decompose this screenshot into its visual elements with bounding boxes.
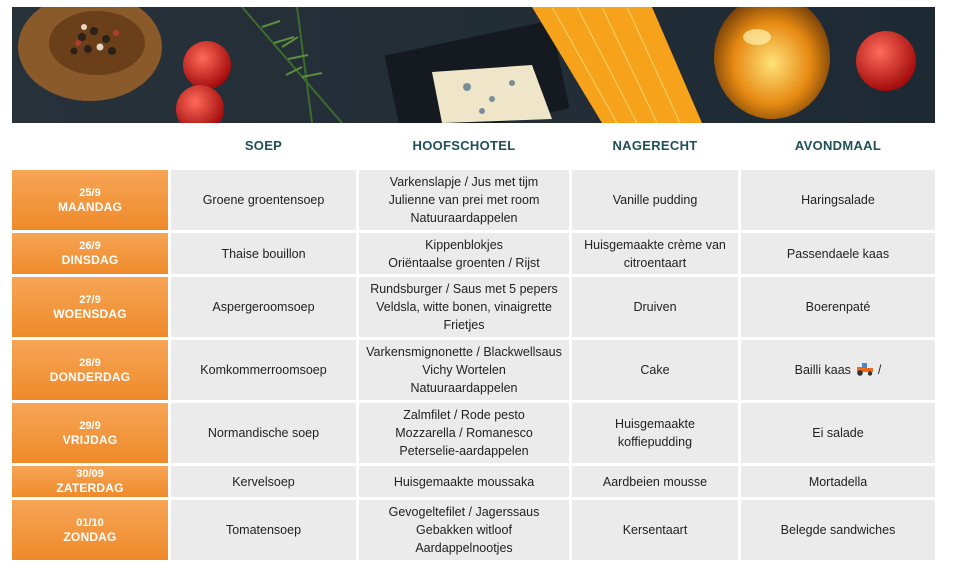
day-date: 28/9 [79,356,101,369]
cell-hoofdschotel [359,340,569,400]
day-name: WOENSDAG [53,306,127,321]
day-label [12,233,168,274]
cell-hoofdschotel [359,403,569,463]
hoofd-line: Natuuraardappelen [410,211,518,225]
nager-line: citroentaart [623,255,687,270]
soep-text: Normandische soep [207,426,320,440]
day-name: VRIJDAG [62,432,118,447]
cell-avondmaal [741,403,935,463]
nager-line: Cake [640,363,670,377]
nager-line: Vanille pudding [612,193,698,207]
cell-avondmaal [741,466,935,497]
header-soep: SOEP [244,138,283,153]
cell-avondmaal [741,170,935,230]
avond-suffix: / [877,363,882,377]
day-date: 27/9 [79,293,101,306]
nager-line: Kersentaart [622,523,688,537]
cell-soep [171,466,356,497]
hoofd-line: Natuuraardappelen [410,381,518,395]
table-row [12,403,935,463]
table-row [12,233,935,274]
cell-hoofdschotel [359,233,569,274]
avond-text: Mortadella [808,474,868,489]
cell-nagerecht [572,500,738,560]
day-date: 25/9 [79,186,101,199]
table-row [12,277,935,337]
hoofd-line: Gebakken witloof [416,523,512,537]
day-name: DONDERDAG [49,369,131,384]
table-row [12,170,935,230]
nager-line: koffiepudding [617,435,693,449]
day-date: 29/9 [79,419,101,432]
soep-text: Tomatensoep [225,523,302,537]
table-row [12,340,935,400]
day-label [12,340,168,400]
banner-image [12,7,935,123]
hoofd-line: Peterselie-aardappelen [399,444,529,458]
table-row [12,500,935,560]
hoofd-line: Frietjes [443,318,485,332]
day-name: DINSDAG [61,253,119,267]
hoofd-line: Rundsburger / Saus met 5 pepers [370,282,558,296]
hoofd-line: Oriëntaalse groenten / Rijst [388,255,540,270]
day-date: 26/9 [79,240,101,252]
hoofd-line: Gevogeltefilet / Jagerssaus [388,505,540,519]
day-label [12,466,168,497]
cell-avondmaal [741,277,935,337]
avond-text: Passendaele kaas [786,246,890,261]
avond-line [795,361,882,379]
hoofd-line: Kippenblokjes [425,237,503,252]
cell-hoofdschotel [359,170,569,230]
day-name: MAANDAG [57,199,123,214]
header-avondmaal: AVONDMAAL [794,138,882,153]
day-date: 01/10 [76,516,104,529]
day-name: ZATERDAG [56,481,124,495]
hoofd-line: Mozzarella / Romanesco [395,426,533,440]
hoofd-line: Huisgemaakte moussaka [393,474,535,489]
cell-soep [171,277,356,337]
day-date: 30/09 [76,468,104,480]
cell-soep [171,170,356,230]
cell-soep [171,340,356,400]
cell-soep [171,403,356,463]
hoofd-line: Aardappelnootjes [415,541,513,555]
header-nagerecht: NAGERECHT [612,138,698,153]
cell-hoofdschotel [359,500,569,560]
soep-text: Aspergeroomsoep [212,300,315,314]
soep-text: Komkommerroomsoep [200,363,327,377]
cell-nagerecht [572,233,738,274]
cell-soep [171,500,356,560]
tractor-icon [856,363,874,376]
soep-text: Groene groentensoep [202,193,325,207]
cell-hoofdschotel [359,277,569,337]
soep-text: Thaise bouillon [221,246,306,261]
hoofd-line: Vichy Wortelen [422,363,506,377]
day-label [12,277,168,337]
hoofd-line: Julienne van prei met room [388,193,540,207]
nager-line: Aardbeien mousse [602,474,708,489]
day-label [12,500,168,560]
avond-text: Belegde sandwiches [780,523,896,537]
nager-line: Huisgemaakte [615,417,695,431]
hoofd-line: Veldsla, witte bonen, vinaigrette [376,300,552,314]
day-label [12,170,168,230]
soep-text: Kervelsoep [232,474,295,489]
day-label [12,403,168,463]
day-name: ZONDAG [63,529,117,544]
cell-nagerecht [572,466,738,497]
table-row [12,466,935,497]
cell-nagerecht [572,170,738,230]
avond-text: Ei salade [812,426,864,440]
avond-text: Bailli kaas [794,363,851,377]
hoofd-line: Varkenslapje / Jus met tijm [389,175,539,189]
cell-hoofdschotel [359,466,569,497]
header-hoofdschotel: HOOFSCHOTEL [412,138,516,153]
nager-line: Druiven [633,300,677,314]
avond-text: Boerenpaté [805,300,871,314]
cell-nagerecht [572,403,738,463]
cell-avondmaal [741,340,935,400]
cell-avondmaal [741,500,935,560]
hoofd-line: Zalmfilet / Rode pesto [403,408,525,422]
cell-soep [171,233,356,274]
nager-line: Huisgemaakte crème van [584,237,726,252]
cell-avondmaal [741,233,935,274]
cell-nagerecht [572,340,738,400]
cell-nagerecht [572,277,738,337]
hoofd-line: Varkensmignonette / Blackwellsaus [366,345,562,359]
avond-text: Haringsalade [801,193,875,207]
